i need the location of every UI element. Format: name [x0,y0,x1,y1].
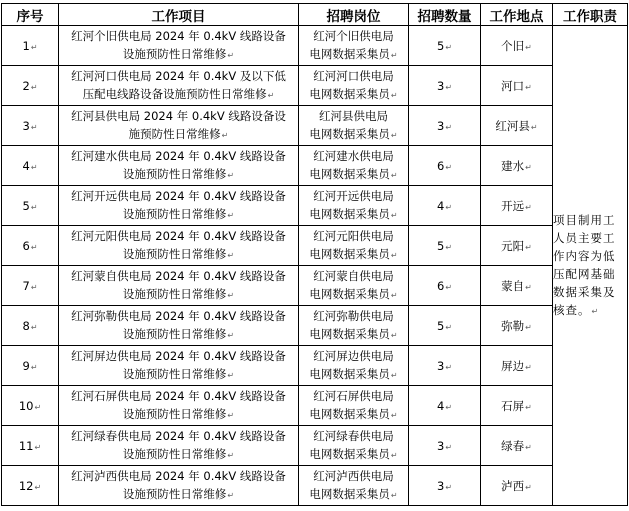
project-text: 红河个旧供电局 2024 年 0.4kV 线路设备 [71,28,286,43]
paragraph-mark: ↵ [445,82,453,92]
paragraph-mark: ↵ [227,290,235,300]
location-value: 绿春 [501,438,525,453]
paragraph-mark: ↵ [445,202,453,212]
project-line [59,187,298,205]
paragraph-mark: ↵ [445,442,453,452]
cell-count [409,306,481,346]
table-row [2,66,628,106]
project-line [59,427,298,445]
cell-position [299,426,409,466]
project-text: 红河蒙自供电局 2024 年 0.4kV 线路设备 [71,268,286,283]
project-text: 施预防性日常维修 [128,126,221,141]
cell-no [2,26,59,66]
paragraph-mark: ↵ [30,122,38,132]
project-line [59,227,298,245]
row-number: 9 [22,358,30,373]
paragraph-mark: ↵ [445,122,453,132]
location-value: 河口 [501,78,525,93]
table-row [2,386,628,426]
cell-no [2,346,59,386]
cell-location [481,426,553,466]
paragraph-mark: ↵ [445,482,453,492]
position-line [299,187,408,205]
table-row [2,146,628,186]
position-text: 红河元阳供电局 [313,228,394,243]
row-number: 8 [22,318,30,333]
cell-project [59,146,299,186]
cell-location [481,226,553,266]
position-line [299,445,408,465]
project-line [59,325,298,345]
project-text: 红河开远供电局 2024 年 0.4kV 线路设备 [71,188,286,203]
paragraph-mark: ↵ [30,242,38,252]
paragraph-mark: ↵ [525,242,532,252]
cell-position [299,346,409,386]
count-value: 5 [436,38,445,53]
row-number: 1 [22,38,30,53]
project-text: 设施预防性日常维修 [122,206,227,221]
position-text: 电网数据采集员 [309,366,390,381]
project-text: 红河弥勒供电局 2024 年 0.4kV 线路设备 [71,308,286,323]
project-line [59,67,298,85]
position-line [299,67,408,85]
project-line [59,267,298,285]
project-line [59,307,298,325]
count-value: 6 [436,278,445,293]
paragraph-mark: ↵ [525,162,532,172]
header-duty: 工作职责 [553,4,628,26]
header-no: 序号 [2,4,59,26]
position-line [299,285,408,305]
paragraph-mark: ↵ [34,402,42,412]
paragraph-mark: ↵ [525,42,532,52]
project-text: 设施预防性日常维修 [122,366,227,381]
table-row [2,226,628,266]
cell-location [481,26,553,66]
paragraph-mark: ↵ [390,50,398,60]
paragraph-mark: ↵ [34,482,42,492]
cell-count [409,226,481,266]
cell-no [2,226,59,266]
position-text: 红河个旧供电局 [313,28,394,43]
paragraph-mark: ↵ [390,90,398,100]
project-line [59,205,298,225]
paragraph-mark: ↵ [34,442,42,452]
paragraph-mark: ↵ [227,490,235,500]
paragraph-mark: ↵ [30,362,38,372]
cell-duty [553,26,628,506]
position-line [299,227,408,245]
project-line [59,445,298,465]
project-line [59,245,298,265]
cell-count [409,426,481,466]
cell-no [2,146,59,186]
location-value: 建水 [501,158,525,173]
row-number: 10 [18,398,34,413]
recruitment-table [1,3,628,506]
paragraph-mark: ↵ [30,322,38,332]
row-number: 5 [22,198,30,213]
paragraph-mark: ↵ [525,482,532,492]
cell-location [481,306,553,346]
table-body [2,26,628,506]
position-text: 电网数据采集员 [309,486,390,501]
cell-location [481,466,553,506]
header-position: 招聘岗位 [299,4,409,26]
project-text: 设施预防性日常维修 [122,166,227,181]
position-text: 红河开远供电局 [313,188,394,203]
position-text: 电网数据采集员 [309,326,390,341]
project-line [59,85,298,105]
count-value: 5 [436,318,445,333]
position-line [299,467,408,485]
header-count: 招聘数量 [409,4,481,26]
project-line [59,387,298,405]
paragraph-mark: ↵ [30,162,38,172]
position-text: 电网数据采集员 [309,46,390,61]
position-line [299,347,408,365]
cell-count [409,106,481,146]
cell-location [481,186,553,226]
position-line [299,387,408,405]
paragraph-mark: ↵ [390,170,398,180]
project-text: 压配电线路设备设施预防性日常维修 [82,86,267,101]
cell-position [299,306,409,346]
cell-no [2,106,59,146]
position-line [299,485,408,505]
position-text: 电网数据采集员 [309,406,390,421]
cell-location [481,66,553,106]
cell-position [299,466,409,506]
project-text: 红河建水供电局 2024 年 0.4kV 线路设备 [71,148,286,163]
cell-count [409,146,481,186]
project-text: 红河泸西供电局 2024 年 0.4kV 线路设备 [71,468,286,483]
count-value: 3 [436,118,445,133]
paragraph-mark: ↵ [445,402,453,412]
paragraph-mark: ↵ [445,242,453,252]
paragraph-mark: ↵ [390,410,398,420]
location-value: 屏边 [501,358,525,373]
cell-no [2,426,59,466]
location-value: 开远 [501,198,525,213]
paragraph-mark: ↵ [390,130,398,140]
project-text: 红河县供电局 2024 年 0.4kV 线路设备设 [71,108,286,123]
project-text: 设施预防性日常维修 [122,46,227,61]
location-value: 红河县 [495,118,530,133]
cell-position [299,66,409,106]
paragraph-mark: ↵ [227,50,235,60]
paragraph-mark: ↵ [390,450,398,460]
paragraph-mark: ↵ [390,250,398,260]
paragraph-mark: ↵ [30,82,38,92]
position-line [299,45,408,65]
paragraph-mark: ↵ [525,442,532,452]
paragraph-mark: ↵ [390,330,398,340]
paragraph-mark: ↵ [445,282,453,292]
location-value: 弥勒 [501,318,525,333]
table-row [2,26,628,66]
position-line [299,205,408,225]
paragraph-mark: ↵ [445,322,453,332]
row-number: 12 [18,478,34,493]
location-value: 个旧 [501,38,525,53]
cell-project [59,26,299,66]
paragraph-mark: ↵ [227,330,235,340]
paragraph-mark: ↵ [227,170,235,180]
count-value: 6 [436,158,445,173]
cell-position [299,106,409,146]
row-number: 6 [22,238,30,253]
cell-count [409,346,481,386]
paragraph-mark: ↵ [525,362,532,372]
row-number: 2 [22,78,30,93]
location-value: 蒙自 [501,278,525,293]
paragraph-mark: ↵ [227,450,235,460]
project-text: 设施预防性日常维修 [122,486,227,501]
position-text: 红河石屏供电局 [313,388,394,403]
cell-project [59,426,299,466]
project-text: 设施预防性日常维修 [122,446,227,461]
position-line [299,405,408,425]
cell-count [409,466,481,506]
cell-position [299,386,409,426]
paragraph-mark: ↵ [267,90,275,100]
project-text: 红河河口供电局 2024 年 0.4kV 及以下低 [71,68,286,83]
project-line [59,107,298,125]
cell-no [2,66,59,106]
position-text: 电网数据采集员 [309,446,390,461]
position-text: 红河县供电局 [319,108,388,123]
cell-location [481,386,553,426]
table-row [2,426,628,466]
row-number: 11 [18,438,34,453]
position-line [299,307,408,325]
header-project: 工作项目 [59,4,299,26]
project-line [59,147,298,165]
position-text: 红河绿春供电局 [313,428,394,443]
location-value: 元阳 [501,238,525,253]
position-text: 电网数据采集员 [309,86,390,101]
table-row [2,106,628,146]
paragraph-mark: ↵ [30,202,38,212]
project-text: 红河绿春供电局 2024 年 0.4kV 线路设备 [71,428,286,443]
position-text: 电网数据采集员 [309,286,390,301]
paragraph-mark: ↵ [445,42,453,52]
position-text: 红河泸西供电局 [313,468,394,483]
project-text: 设施预防性日常维修 [122,406,227,421]
position-line [299,27,408,45]
table-row [2,266,628,306]
paragraph-mark: ↵ [525,82,532,92]
location-value: 泸西 [501,478,525,493]
table-row [2,306,628,346]
cell-project [59,226,299,266]
project-line [59,125,298,145]
paragraph-mark: ↵ [445,162,453,172]
cell-count [409,186,481,226]
position-line [299,325,408,345]
location-value: 石屏 [501,398,525,413]
cell-no [2,306,59,346]
count-value: 3 [436,438,445,453]
position-text: 红河蒙自供电局 [313,268,394,283]
cell-no [2,266,59,306]
project-text: 红河屏边供电局 2024 年 0.4kV 线路设备 [71,348,286,363]
position-text: 电网数据采集员 [309,126,390,141]
project-text: 红河石屏供电局 2024 年 0.4kV 线路设备 [71,388,286,403]
project-line [59,365,298,385]
cell-no [2,466,59,506]
cell-no [2,386,59,426]
position-text: 电网数据采集员 [309,166,390,181]
cell-project [59,106,299,146]
table-row [2,466,628,506]
project-text: 设施预防性日常维修 [122,286,227,301]
position-line [299,245,408,265]
paragraph-mark: ↵ [227,250,235,260]
cell-position [299,146,409,186]
position-line [299,267,408,285]
position-line [299,147,408,165]
position-text: 电网数据采集员 [309,246,390,261]
paragraph-mark: ↵ [390,210,398,220]
row-number: 4 [22,158,30,173]
row-number: 3 [22,118,30,133]
cell-location [481,346,553,386]
paragraph-mark: ↵ [390,490,398,500]
cell-count [409,26,481,66]
cell-project [59,466,299,506]
project-line [59,285,298,305]
cell-location [481,146,553,186]
cell-project [59,386,299,426]
cell-project [59,66,299,106]
paragraph-mark: ↵ [227,370,235,380]
count-value: 4 [436,198,445,213]
count-value: 4 [436,398,445,413]
header-row [2,4,628,26]
project-text: 红河元阳供电局 2024 年 0.4kV 线路设备 [71,228,286,243]
paragraph-mark: ↵ [30,42,38,52]
cell-count [409,386,481,426]
cell-count [409,266,481,306]
cell-no [2,186,59,226]
position-line [299,125,408,145]
project-line [59,467,298,485]
paragraph-mark: ↵ [390,290,398,300]
project-line [59,485,298,505]
project-line [59,405,298,425]
cell-position [299,26,409,66]
project-text: 设施预防性日常维修 [122,246,227,261]
position-text: 红河河口供电局 [313,68,394,83]
project-line [59,27,298,45]
cell-location [481,266,553,306]
position-line [299,165,408,185]
project-line [59,165,298,185]
position-line [299,107,408,125]
table-row [2,186,628,226]
position-text: 电网数据采集员 [309,206,390,221]
paragraph-mark: ↵ [30,282,38,292]
cell-position [299,226,409,266]
count-value: 5 [436,238,445,253]
paragraph-mark: ↵ [525,202,532,212]
paragraph-mark: ↵ [390,370,398,380]
count-value: 3 [436,358,445,373]
duty-text: 项目制用工人员主要工作内容为低压配网基础数据采集及核查。 [553,212,616,317]
paragraph-mark: ↵ [525,402,532,412]
cell-project [59,186,299,226]
position-line [299,85,408,105]
count-value: 3 [436,78,445,93]
header-location: 工作地点 [481,4,553,26]
paragraph-mark: ↵ [445,362,453,372]
paragraph-mark: ↵ [525,322,532,332]
project-line [59,347,298,365]
project-line [59,45,298,65]
position-text: 红河建水供电局 [313,148,394,163]
paragraph-mark: ↵ [227,210,235,220]
paragraph-mark: ↵ [227,410,235,420]
position-line [299,427,408,445]
paragraph-mark: ↵ [530,122,538,132]
paragraph-mark: ↵ [591,306,600,316]
cell-position [299,186,409,226]
position-text: 红河弥勒供电局 [313,308,394,323]
paragraph-mark: ↵ [221,130,229,140]
paragraph-mark: ↵ [525,282,532,292]
position-text: 红河屏边供电局 [313,348,394,363]
project-text: 设施预防性日常维修 [122,326,227,341]
cell-project [59,346,299,386]
cell-count [409,66,481,106]
position-line [299,365,408,385]
row-number: 7 [22,278,30,293]
cell-project [59,306,299,346]
table-row [2,346,628,386]
cell-project [59,266,299,306]
cell-location [481,106,553,146]
cell-position [299,266,409,306]
count-value: 3 [436,478,445,493]
